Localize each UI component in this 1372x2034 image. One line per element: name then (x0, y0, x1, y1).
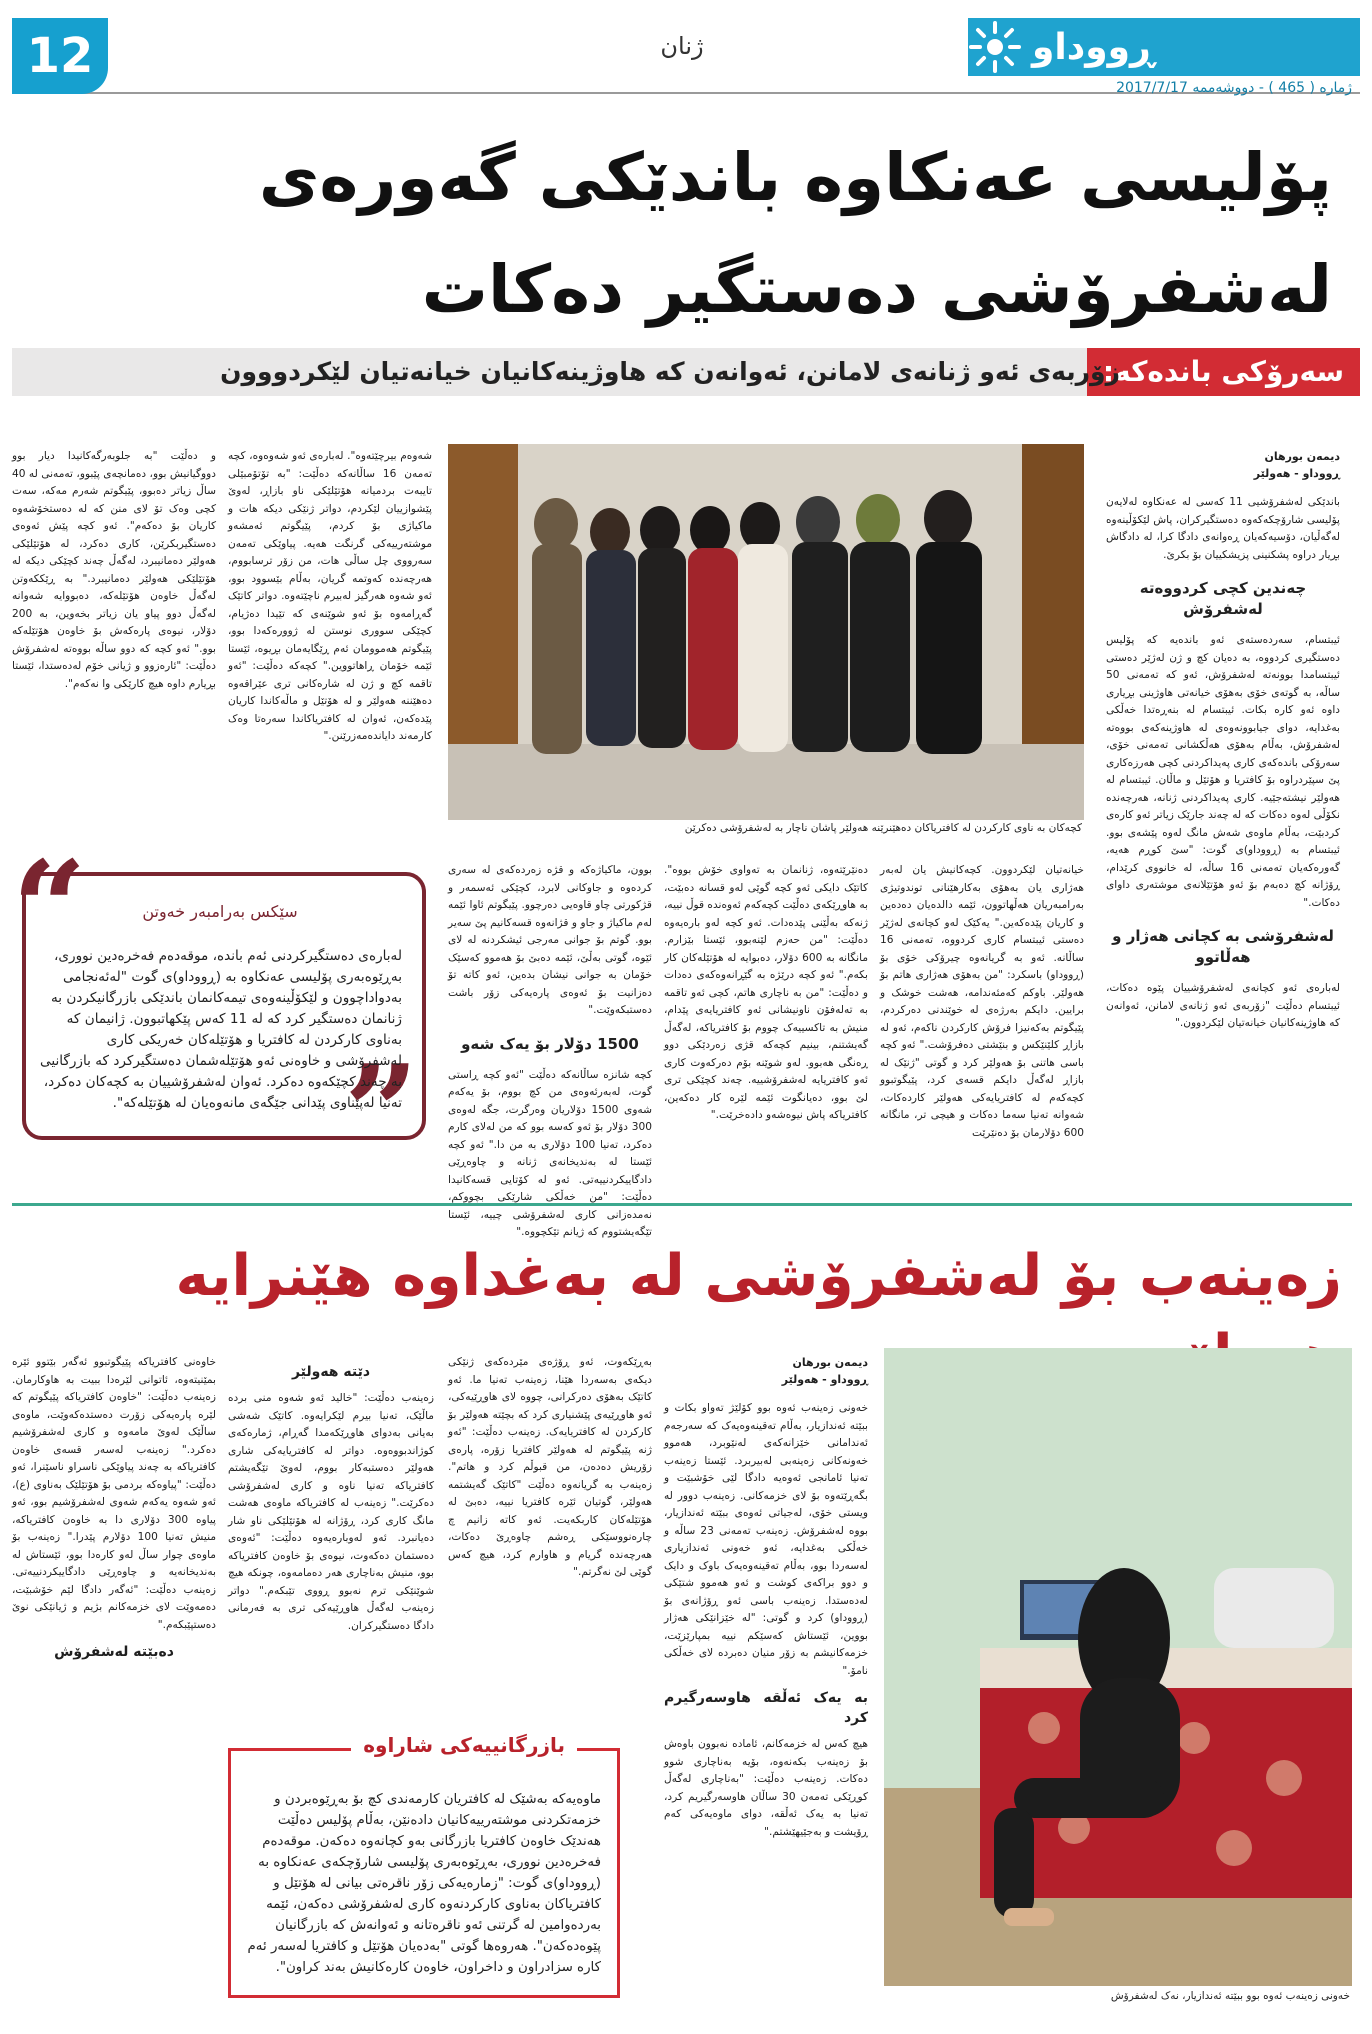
logo-text: ڕووداو (1032, 26, 1155, 68)
close-quote-icon: ” (344, 1036, 419, 1189)
subheadline-text: زۆربەی ئەو ژنانەی لامانن، ئەوانەن کە هاوژینەکانیان خیانەتیان لێکردووون (220, 357, 1120, 386)
article1-right-column (1106, 448, 1340, 1188)
body-paragraph: خیانەتیان لێکردوون. کچەکانیش یان لەبەر هەژاری یان بەهۆی بەکارهێنانی توندوتیژی بەرامبەریان هەڵهاتوون، ئێمە دالدەیان دەدەین و کاریان پێدەکەین." یەکێک لەو کچانەی لەژێر دەستی ئیبتسام کاری کردووە، تەمەنی 16 ساڵانە. ئەو بە گریانەوە چیرۆکی خۆی بۆ (ڕووداو) باسکرد: "من بەهۆی هەژاری هاتم بۆ هەولێر. باوکم کەمئەندامە، هەشت خوشک و برایین. دایکم بەرژەی لە خوێندنی دەرکردم، پێیگوتم بەکەنیزا فرۆش کارکردن ناکەم، ئەو لە بازاڕ کلێنێکس و بنێشتی دەفرۆشت." ئەو کچە باسی هاتنی بۆ هەولێر کرد و گوتی "ژنێک لە بازاڕ لەگەڵ دایکم قسەی کرد، پێیگوتبوو کچەکەم لە کافتریایەکی هەولێر کاردەکات، شەوانە تەنیا سەما دەکات و هیچی تر، مانگانە 600 دۆلارمان بۆ دەنێرێت (880, 864, 1084, 1139)
photo-suspects (448, 444, 1084, 820)
body-paragraph: و دەڵێت "بە جلوبەرگەکانیدا دیار بوو دووگیانیش بوو، دەمانچەی پێبوو، تەمەنی لە 40 ساڵ زیاتر دەبوو، پێیگوتم شەرم مەکە، سەت کچی وەک تۆ لای منن کە لە دەستخۆشەوە کاریان بۆ دەکەم". ئەو کچە پێش ئەوەی دەستگیربکرێن، کاری دەکرد، لە هۆتێلێکی هەولێر دەمانیبرد، لەگەڵ چەند کچێکی دیکە لە هۆتێلێکی هەولێر دەمانیبرد." بە ڕێککەوتن لەگەڵ خاوەن هۆتێلەکە، دەبووایە شەوانە لەگەڵ دوو پیاو یان زیاتر بخەوین، بە 200 دۆلار، نیوەی پارەکەش بۆ خاوەن هۆتێلەکە بوو." ئەو کچە کە دوو ساڵە بووەتە لەشفرۆش دەڵێت: "ئارەزوو و ژیانی خۆم لەدەستدا، ئێستا بڕیارم داوە هیچ کارێکی وا نەکەم". (12, 450, 216, 690)
article2-col-2 (448, 1354, 652, 1730)
subheadline-label: سەرۆکی باندەکە: (1087, 348, 1360, 396)
byline-name: دیمەن بورهان (1264, 450, 1340, 463)
article2-col-4 (12, 1354, 216, 1998)
suspects-illustration (448, 444, 1084, 820)
subhead-3: 1500 دۆلار بۆ یەک شەو (461, 1034, 639, 1053)
byline2-name: دیمەن بورهان (792, 1356, 868, 1369)
issue-info: ژمارە ( 465 ) - دووشەممە 2017/7/17 (1116, 80, 1352, 96)
body-paragraph: دەنێرێتەوە، ژنانمان بە تەواوی خۆش بووە". کاتێک دایکی ئەو کچە گوێی لەو قسانە دەبێت، بە هاوڕێکەی دەڵێت کچەکەم ئەوەندە قوڵ نییە، ژنەکە بەڵێنی پێدەدات. ئەو کچە لەو بارەیەوە دەڵێت: "من حەزم لێنەبوو، ئێستا بێزارم. مانگانە بە 600 دۆلار، دەبوایە لە هۆتێلەکان کار بکەم." ئەو کچە درێژە بە گێڕانەوەکەی دەدات و دەڵێت: "من بە ناچاری هاتم، کچی ئەو تاقمە بە تەلەفۆن ناونیشانی ئەو کافتریایەی پێدام، منیش بە تاکسییەک چووم بۆ کافتریاکە، لەگەڵ گەیشتنم، بینیم کچەکە قژی زەردێکی دوو ڕەنگی هەبوو. لەو شوێنە بۆم دەرکەوت کاری ئەو کافتریایە لەشفرۆشییە. چەند کچێکی تری لێ بوو، دەیانگوت ئێمە لێرە کار دەکەین، کافتریاکە پاش نیوەشەو دادەخرێت." (664, 864, 869, 1121)
article1-col-b (664, 862, 868, 1188)
article2-col-1 (664, 1354, 868, 1998)
body-paragraph: زەینەب دەڵێت: "خالید ئەو شەوە منی برده ماڵێک، تەنیا بیرم لێکرایەوە. کاتێک شەشی بەیانی بەدوای هاوڕێکەمدا گەڕام، ژمارەکەی کوژاندبووەوە. دواتر لە کافتریایەکی شاری هەولێر دەستبەکار بووم، لەوێ تێگەیشتم کافتریاکە تەنیا ناوە و کاری لەشفرۆشی دەکرێت." زەینەب لە کافتریاکە ماوەی هەشت مانگ کاری کرد، ڕۆژانە لە هۆتێلێکی ناو شار دەیانبرد. ئەو لەوبارەیەوە دەڵێت: "ئەوەی دەستمان دەکەوت، نیوەی بۆ خاوەن کافتریاکە بوو، منیش بەناچاری هەر دەمامەوە، چونکە هیچ شوێنێکی ترم نەبوو ڕووی تێبکەم." دواتر زەینەب لەگەڵ هاوڕێیەکی تری بە فەرمانی دادگا دەستگیرکران. (228, 1392, 434, 1632)
article1-col-a (880, 862, 1084, 1188)
subhead-a2-3: دەبێتە لەشفرۆش (54, 1644, 174, 1660)
pull-quote (8, 832, 432, 1189)
section-name: ژنان (660, 32, 704, 60)
body-paragraph: خاوەنی کافتریاکە پێیگوتبوو ئەگەر بێتوو ئێرە بمێنیتەوە، ئاتوانی لێرەدا ببیت بە هاوکارمان. زەینەب دەڵێت: "خاوەن کافتریاکە پێیگوتم کە لێرە پارەیەکی زۆرت دەستدەکەوێت، ماوەی ساڵێک لەوێ مامەوە و کاری لەشفرۆشیم دەکرد." زەینەب لەسەر قسەی خاوەن کافتریاکە بە چەند پیاوێکی ناسراو ناسێنرا، ئەو دەڵێت: "پیاوەکە بردمی بۆ هۆتێلێک بەناوی (ع)، ئەو شەوە یەکەم شەوی لەشفرۆشیم بوو، ئەو پیاوە 300 دۆلاری دا بە خاوەن کافتریاکە، منیش تەنیا 100 دۆلارم پێدرا." زەینەب بۆ ماوەی چوار ساڵ لەو کارەدا بوو، ئێستاش لە بەندیخانەیە و چاوەڕێی دادگاییکردنییەتی. زەینەب دەڵێت: "ئەگەر دادگا لێم خۆشبێت، دەمەوێت لای خزمەکانم بژیم و ژیانێکی نوێ دەستپێبکەم." (12, 1356, 216, 1631)
body-paragraph: ئیبتسام، سەردەستەی ئەو باندەیە کە پۆلیس دەستگیری کردووە، بە دەیان کچ و ژن لەژێر دەستی ئیبتسامدا بوونەتە لەشفرۆش، ئەو کە تەمەنی 50 ساڵە، بە گوتەی خۆی بەهۆی خیانەتی هاوژینی بڕیاری داوە ئەو کارە بکات. ئیبتسام لە بنەڕەتدا خەڵکی بەغدایە، دوای جیابوونەوەی لە هاوژینەکەی بووەتە لەشفرۆش، بەڵام بەهۆی هەڵکشانی تەمەنی خۆی، سەرۆکی باندەکەی کاری پەیداکردنی کچی هەرزەکاری پێ سپێردراوە بۆ کافتریا و هۆتێل و ماڵان. ئیبتسام لە هەولێر نیشتەجێیە. کاری پەیداکردنی ژنانە، هەرچەندە نکۆڵی لەوە دەکات کە لە چەند جارێک زیاتر ئەو کارەی کردبێت، بەڵام ماوەی شەش مانگ لەوە پێشەی بوو. ئیبتسام بە (ڕووداو)ی گوت: "سێ کوڕم هەیە، گەورەکەیان تەمەنی 16 ساڵە، لە خانووی کرێدام، ڕۆژانە کچ دەبەم بۆ ئەو هۆتێلانەی موشتەری داوای دەکات." (1106, 634, 1341, 909)
page-header (12, 18, 1360, 94)
photo-zeinab (884, 1348, 1352, 1986)
sidebar-box-text: ماوەیەکە بەشێک لە کافتریان کارمەندی کچ بۆ بەڕێوەبردن و خزمەتکردنی موشتەرییەکانیان دادەنێن، بەڵام پۆلیس دەڵێت هەندێک خاوەن کافتریا بازرگانی بەو کچانەوە دەکەن. موقەدەم فەخرەدین نووری، بەڕێوەبەری پۆلیسی شارۆچکەی عەنکاوە بە (ڕووداو)ی گوت: "زمارەیەکی زۆر ناقرەتی بیانی لە هۆتێل و کافتریاکان بەناوی کارکردنەوە کاری لەشفرۆشی دەکەن، ئێمە بەردەوامین لە گرتنی ئەو ناقرەتانە و ئەوانەش کە بازرگانیان پێوەدەکەن". هەروەها گوتی "بەدەیان هۆتێل و کافتریا لەسەر ئەم کارە سزادراون و داخراون، خاوەن کارەکانیش بەند کراون". (247, 1792, 601, 1975)
photo2-caption: خەونی زەینەب ئەوە بوو ببێتە ئەندازیار، نەک لەشفرۆش (1110, 1990, 1350, 2002)
article2-col-3 (228, 1354, 434, 1730)
zeinab-illustration (884, 1348, 1352, 1986)
body-paragraph: خەونی زەینەب ئەوە بوو کۆلێژ تەواو بکات و ببێتە ئەندازیار، بەڵام تەقینەوەیەک کە سەرجەم ئەندامانی خێزانەکەی لەنێوبرد، هەموو خەونەکانی زەینەبی لەبیربرد. ئێستا زەینەب تەنیا ئامانجی ئەوەیە دادگا لێی خۆشبێت و بگەڕێتەوە بۆ لای خزمەکانی. زەینەب دوور لە ویستی خۆی، لەجیاتی ئەوەی ببێتە ئەندازیار، بووە لەشفرۆش. زەینەب تەمەنی 23 ساڵە و خەڵکی بەغدایە، ئەو خەونی ئەندازیاری لەسەردا بوو، بەڵام تەقینەوەیەک باوک و دایک و دوو براکەی کوشت و ئەو هەموو شتێکی لەدەستدا. زەینەب باسی ئەو ڕۆژانەی بۆ (ڕووداو) کرد و گوتی: "لە خێزانێکی هەژار بووین، ئێستاش کەسێکم نییە بمپارێزێت، خزمەکانیشم بە زۆر منیان دەبردە لای خەڵکی نامۆ." (664, 1402, 868, 1677)
headline-2: زەینەب بۆ لەشفرۆشی لە بەغداوە هێنرایە (175, 1243, 1342, 1309)
subhead-a2-1: بە یەک ئەڵقە هاوسەرگیرم کرد (664, 1690, 868, 1726)
headline-1: پۆلیسی عەنكاوە باندێكی گەورەی لەشفرۆشی دەستگیر دەكات (258, 139, 1332, 328)
article1-col-left-top (12, 448, 216, 838)
quote-text: لەبارەی دەستگیرکردنی ئەم باندە، موقەدەم فەخرەدین نووری، بەڕێوەبەری پۆلیسی عەنکاوە بە (ڕووداو)ی گوت "لەئەنجامی بەدواداچوون و لێکۆڵینەوەی تیمەکانمان باندێکی بازرگانیکردن بە ژنانمان دەستگیر کرد کە لە 11 کەس پێکهاتبوون. ژانیمان کە بەناوی کارکردن لە کافتریا و هۆتێلەکان خەریکی کاری لەشفرۆشی و خاوەنی ئەو هۆتێلەشمان دەستگیرکرد کە بازرگانیی بە چەند کچێکەوە دەکرد. ئەوان لەشفرۆشییان بە کچەکان دەکرد، تەنیا لەپێناوی پێدانی جێگەی مانەوەیان لە هۆتێلەکە". (40, 948, 402, 1111)
intro-paragraph: باندێکی لەشفرۆشیی 11 کەسی لە عەنکاوە لەلایەن پۆلیسی شارۆچکەکەوە دەستگیرکران، پاش لێکۆڵینەوە لەگەڵیان، دۆسیەکەیان ڕەوانەی دادگا کرا، لە دادگاش بڕیار دراوە پشکنینی پزیشکییان بۆ بکرێ. (1106, 496, 1341, 561)
photo1-caption: کچەکان بە ناوی کارکردن لە کافتریاکان دەهێنرێنە هەولێر پاشان ناچار بە لەشفرۆشی دەکرێن (684, 822, 1082, 834)
sun-rays-icon (968, 20, 1022, 74)
section-divider (12, 1203, 1352, 1206)
subhead-2: لەشفرۆشی بە کچانی هەژار و هەڵاتوو (1112, 927, 1334, 966)
byline-place: ڕووداو - هەولێر (1253, 467, 1340, 480)
body-paragraph: کچە شانزە ساڵانەکە دەڵێت "ئەو کچە ڕاستی گوت، لەبەرئەوەی من کچ بووم، بۆ یەکەم شەوی 1500 دۆلاریان وەرگرت، جگە لەوەی 300 دۆلار بۆ ئەو کەسە بوو کە من لەلای کارم دەکرد، تەنیا 100 دۆلاری بە من دا." ئەو کچە ئێستا لە بەندیخانەی ژنانە و چاوەڕێی دادگاییکردنییەتی. ئەو لە کۆتایی قسەکانیدا دەڵێت: "من خەڵکی شارێکی بچووکم، نەمدەزانی کاری لەشفرۆشی چییە، ئێستا تێگەیشتووم کە ژیانم تێکچووە." (448, 1068, 653, 1238)
body-paragraph: لەبارەی ئەو کچانەی لەشفرۆشییان پێوە دەکات، ئیبتسام دەڵێت "زۆربەی ئەو ژنانەی لامانن، ئەوانەن کە هاوژینەکانیان خیانەتیان لێکردوون." (1106, 982, 1340, 1029)
quote-title: سێکس بەرامبەر خەوتن (142, 902, 298, 921)
page-number: 12 (12, 18, 108, 94)
article1-col-left-mid (228, 448, 432, 838)
sidebar-box (228, 1733, 620, 1998)
body-paragraph: شەوەم بیرچێتەوە". لەبارەی ئەو شەوەوە، کچە تەمەن 16 ساڵانەکە دەڵێت: "بە تۆتۆمبێلی تایبەت بردمیانە هۆتێلێکی ناو بازاڕ، لەوێ پێشوازییان لێکردم، دواتر ژنێکی دیکە هات و ماکیاژی بۆ کردم، پێیگوتم ئەمشەو موشتەرییەکی گرنگت هەیە. پیاوێکی تەمەن سەرووی چل ساڵی هات، من زۆر ترسابووم، هەرچەندە کەوتمە گریان، بەڵام بێسوود بوو، ئەو شەوە هەرگیز لەبیرم ناچێتەوە. دواتر کاتێک گەڕامەوە بۆ ئەو شوێنەی کە تێیدا دەژیام، کچێکی سووری نوستن لە ژوورەکەدا بوو، پێیگوتم هەموومان ئەم ڕێگایەمان بڕیوە، ئێستا ئێمە خۆمان ڕاهاتووین." کچەکە دەڵێت: "ئەو تاقمە کچ و ژن لە شارەکانی تری عێراقەوە دەهێننە هەولێر و لە هۆتێل و ماڵەکاندا کاریان پێدەکەن، ئەوان لە کافتریاکاندا سەرەتا وەک کارمەند دایاندەمەزرێنن." (228, 450, 432, 742)
body-paragraph: بەڕێکەوت، ئەو ڕۆژەی مێردەکەی ژنێکی دیکەی بەسەردا هێنا، زەینەب تەنیا ما. ئەو کاتێک بەهۆی دەرکرانی، چووە لای هاوڕێیەکی، ئەو هاوڕێیەی پێشنیاری کرد کە بچێتە هەولێر بۆ کارکردن لە کافتریایەک. زەینەب دەڵێت: "ئەو ژنە پێیگوتم لە هەولێر کافتریا زۆرە، پارەی زۆریش دەدەن، من قبوڵم کرد و هاتم". زەینەب بە گریانەوە دەڵێت "کاتێک گەیشتمە هەولێر، گوتیان ئێرە کافتریا نییە، دەبێ لە هۆتێلەکان کاربکەیت. ئەو کاتە زانیم چ چارەنووسێکی ڕەشم چاوەڕێ دەکات، هەرچەندە گریام و هاوارم کرد، هیچ کەس گوێی لێ نەگرتم." (448, 1356, 652, 1578)
subhead-a2-2: دێتە هەولێر (291, 1364, 371, 1380)
logo (968, 18, 1360, 76)
subhead-1: چەندین کچی کردووەتە لەشفرۆش (1139, 579, 1307, 618)
body-paragraph: بوون، ماکیاژەکە و قژە زەردەکەی لە سەری کردەوە و جاوکانی لابرد، کچێکی ئەسمەر و قژکورتی چاو قاوەیی دەرچوو. پێیگوتم ئاوا ئێمە لەم ماکیاژ و جاو و قژانەوە قسەکانیم پێ سەیر بوو. گوتم بۆ جوانی مەرجی ئیشکردنە لە لای ئێوە، گوتی بەڵێ، ئێمە دەبێ بۆ هەموو کەسێک خۆمان بە جوانی نیشان بدەین، ئەو کاتە تۆ دەزانیت بۆ ئەوەی پارەیەکی زۆر باشت دەستبکەوێت." (448, 864, 652, 1016)
subheadline-bar (12, 348, 1360, 396)
byline2-place: ڕووداو - هەولێر (781, 1373, 868, 1386)
article1-col-c (448, 862, 653, 1238)
sidebar-box-title: بازرگانییەکی شاراوە (351, 1733, 577, 1757)
open-quote-icon: “ (12, 832, 87, 985)
body-paragraph: هیچ کەس لە خزمەکانم، ئامادە نەبوون باوەش بۆ زەینەب بکەنەوە، بۆیە بەناچاری شوو دەکات. زەینەب دەڵێت: "بەناچاری لەگەڵ کوڕێکی تەمەن 30 ساڵان هاوسەرگیریم کرد، تەنیا بە یەک ئەڵقە، دوای ماوەیەکی کەم ڕۆیشت و بەجێیهێشتم." (664, 1738, 869, 1838)
